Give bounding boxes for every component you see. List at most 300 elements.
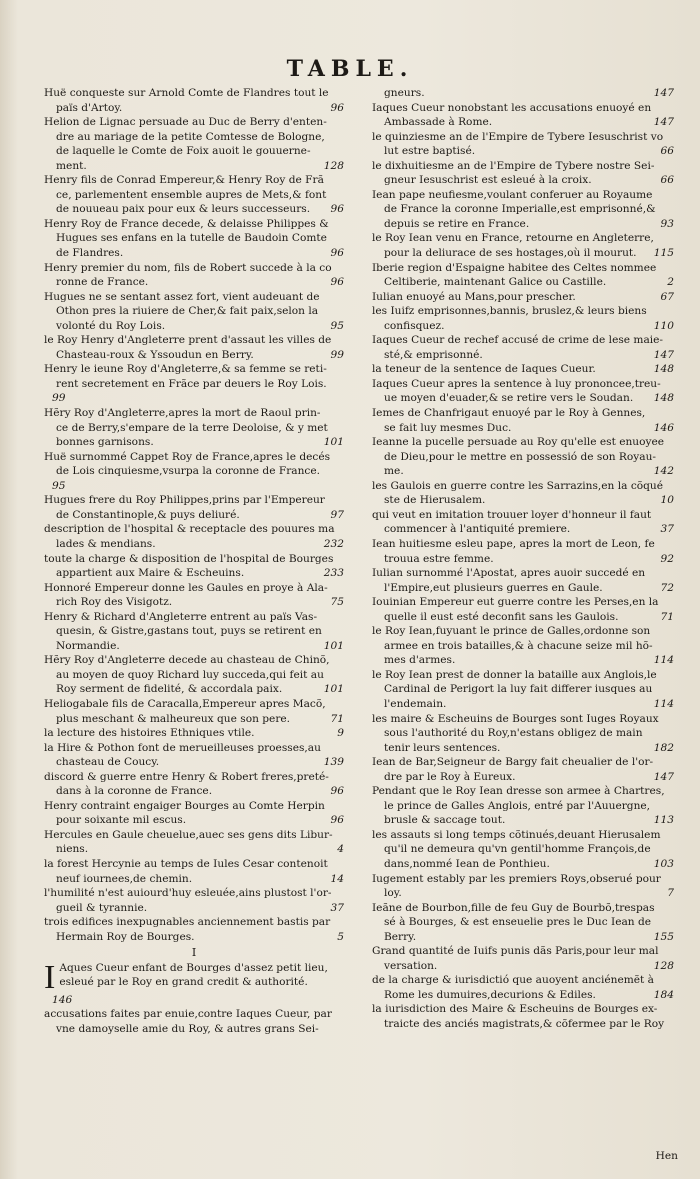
entry-text: de Flandres. [56, 247, 124, 260]
entry-text: mes d'armes. [384, 654, 456, 667]
entry-continuation-line [372, 842, 674, 857]
page-number: 92 [660, 552, 674, 565]
entry-continuation-line [372, 202, 674, 217]
entry-text: Berry. [384, 930, 417, 943]
entry-text: Iean de Bar,Seigneur de Bargy fait cheualier de l'or- [372, 756, 654, 769]
entry-text: pour la deliurace de ses hostages,où il mourut. [384, 247, 637, 260]
page-number: 148 [653, 363, 674, 376]
entry-text: Honnoré Empereur donne les Gaules en proye à Ala- [44, 581, 328, 594]
entry-text: neuf iournees,de chemin. [56, 872, 193, 885]
entry-first-line [372, 231, 674, 246]
entry-text: Henry & Richard d'Angleterre entrent au païs Vas- [44, 610, 318, 623]
entry-text: gneur Iesuschrist est esleué à la croix. [384, 174, 592, 187]
entry-continuation-line [372, 391, 674, 406]
index-entry [44, 915, 344, 944]
entry-text: les Iuifz emprisonnes,bannis, bruslez,& leurs biens [372, 305, 647, 318]
entry-continuation-line [372, 682, 674, 697]
entry-first-line [44, 261, 344, 276]
entry-first-line [372, 712, 674, 727]
page-number: 99 [52, 392, 66, 405]
page-number: 72 [660, 581, 674, 594]
entry-text: Iean pape neufiesme,voulant conferuer au Royaume [372, 188, 653, 201]
entry-text: Hermain Roy de Bourges. [56, 930, 195, 943]
index-entry [44, 217, 344, 261]
page-number: 66 [660, 145, 674, 158]
entry-first-line [44, 217, 344, 232]
entry-first-line [372, 479, 674, 494]
entry-continuation-line [44, 304, 344, 319]
entry-text: Pendant que le Roy Iean dresse son armee à Chartres, [372, 785, 665, 798]
entry-first-line [44, 799, 344, 814]
index-entry [44, 115, 344, 173]
page-number: 147 [653, 770, 674, 783]
entry-text: le Roy Iean prest de donner la bataille aux Anglois,le [372, 668, 657, 681]
entry-text: bonnes garnisons. [56, 436, 154, 449]
entry-text: l'Empire,eut plusieurs guerres en Gaule. [384, 581, 603, 594]
entry-continuation-line [372, 581, 674, 596]
index-entry [44, 857, 344, 886]
entry-text: de France la coronne Imperialle,est emprisonné,& [384, 203, 656, 216]
entry-continuation-line [44, 668, 344, 683]
index-entry [372, 304, 674, 333]
entry-text: Ieanne la pucelle persuade au Roy qu'elle est enuoyee [372, 436, 665, 449]
entry-continuation-line [372, 275, 674, 290]
entry-first-line [372, 755, 674, 770]
entry-text: dre par le Roy à Eureux. [384, 770, 516, 783]
entry-text: Iulian surnommé l'Apostat, apres auoir succedé en [372, 567, 646, 580]
entry-text: rich Roy des Visigotz. [56, 596, 173, 609]
page-number: 99 [330, 348, 344, 361]
entry-first-line [44, 290, 344, 305]
index-entry [372, 188, 674, 232]
entry-first-line [44, 915, 344, 930]
page-number: 182 [653, 741, 674, 754]
page-number: 101 [323, 639, 344, 652]
entry-first-line [372, 784, 674, 799]
entry-text: la forest Hercynie au temps de Iules Cesar contenoit [44, 857, 328, 870]
page-number: 14 [330, 872, 344, 885]
dropcap-letter: I [44, 958, 56, 996]
entry-text: description de l'hospital & receptacle des pouures ma [44, 523, 335, 536]
entry-first-line [372, 86, 674, 101]
entry-text: Hugues frere du Roy Philippes,prins par l'Empereur [44, 494, 325, 507]
index-entry [372, 479, 674, 508]
entry-first-line [372, 624, 674, 639]
entry-text: de la charge & iurisdictió que auoyent anciénemẽt à [372, 974, 654, 987]
entry-text: le Roy Iean,fuyuant le prince de Galles,ordonne son [372, 625, 651, 638]
index-entry [372, 101, 674, 130]
page-number: 93 [660, 217, 674, 230]
index-entry [372, 872, 674, 901]
page-number: 110 [653, 319, 674, 332]
page-title: TABLE. [286, 56, 414, 82]
page-number: 113 [653, 814, 674, 827]
index-entry [372, 712, 674, 756]
index-entry [44, 726, 344, 741]
entry-text: le Roy Henry d'Angleterre prent d'assaut les villes de [44, 334, 332, 347]
entry-first-line [372, 261, 674, 276]
entry-text: me. [384, 465, 404, 478]
entry-first-line [372, 828, 674, 843]
entry-text: dre au mariage de la petite Comtesse de Bologne, [56, 130, 325, 143]
entry-text: lut estre baptisé. [384, 145, 476, 158]
entry-text: Chasteau-roux & Yssoudun en Berry. [56, 348, 254, 361]
index-entry [44, 173, 344, 217]
entry-continuation-line [372, 857, 674, 872]
entry-text: appartient aux Maire & Escheuins. [56, 567, 245, 580]
entry-continuation-line [44, 319, 344, 334]
entry-continuation-line [372, 653, 674, 668]
entry-first-line [44, 333, 344, 348]
page-number: 37 [330, 901, 344, 914]
index-entry [372, 86, 674, 101]
index-entry [372, 1002, 674, 1031]
entry-text: Grand quantité de Iuifs punis dãs Paris,pour leur mal [372, 945, 659, 958]
page-number: 139 [323, 756, 344, 769]
entry-first-line [44, 886, 344, 901]
entry-text: Huë surnommé Cappet Roy de France,apres le decés [44, 450, 331, 463]
entry-text: Iulian enuoyé au Mans,pour prescher. [372, 290, 576, 303]
entry-text: armee en trois batailles,& à chacune seize mil hõ- [384, 639, 653, 652]
entry-text: Henry contraint engaiger Bourges au Comte Herpin [44, 799, 325, 812]
index-entry [372, 944, 674, 973]
entry-text: de Constantinople,& puys deliuré. [56, 508, 240, 521]
index-entry [44, 86, 344, 115]
entry-text: Ambassade à Rome. [384, 116, 493, 129]
entry-first-line [372, 944, 674, 959]
entry-first-line [372, 159, 674, 174]
page-number: 96 [330, 276, 344, 289]
page-number: 114 [653, 697, 674, 710]
index-entry [372, 566, 674, 595]
entry-text: Iugement estably par les premiers Roys,obserué pour [372, 872, 661, 885]
entry-continuation-line [372, 464, 674, 479]
entry-first-line [372, 872, 674, 887]
entry-text: toute la charge & disposition de l'hospital de Bourges [44, 552, 334, 565]
entry-continuation-line [44, 464, 344, 479]
index-entry [44, 581, 344, 610]
entry-text: le quinziesme an de l'Empire de Tybere Iesuschrist vo [372, 130, 664, 143]
entry-text: la teneur de la sentence de Iaques Cueur. [372, 363, 596, 376]
entry-text: sté,& emprisonné. [384, 348, 483, 361]
entry-text: Henry fils de Conrad Empereur,& Henry Roy de Frã [44, 174, 324, 187]
entry-first-line [372, 508, 674, 523]
entry-text: Iean huitiesme esleu pape, apres la mort de Leon, fe [372, 537, 655, 550]
page-number: 37 [660, 523, 674, 536]
entry-text: Iaques Cueur de rechef accusé de crime de lese maie- [372, 334, 664, 347]
entry-first-line [44, 115, 344, 130]
entry-continuation-line [372, 915, 674, 930]
entry-text: Roy serment de fidelité, & accordala paix. [56, 683, 283, 696]
index-entry [372, 595, 674, 624]
entry-first-line [44, 406, 344, 421]
index-entry [44, 450, 344, 494]
entry-text: Iaques Cueur apres la sentence à luy prononcee,treu- [372, 377, 661, 390]
index-entry [372, 624, 674, 668]
index-entry [372, 261, 674, 290]
index-entry [372, 435, 674, 479]
index-entry [372, 406, 674, 435]
index-entry [44, 522, 344, 551]
index-entry [44, 406, 344, 450]
entry-text: dans à la coronne de France. [56, 785, 213, 798]
entry-continuation-line [372, 639, 674, 654]
page-number: 101 [323, 683, 344, 696]
entry-text: Iouinian Empereur eut guerre contre les Perses,en la [372, 596, 659, 609]
entry-text: Iberie region d'Espaigne habitee des Celtes nommee [372, 261, 657, 274]
page-number: 96 [330, 203, 344, 216]
entry-first-line [372, 973, 674, 988]
entry-continuation-line [44, 101, 344, 116]
entry-text: les maire & Escheuins de Bourges sont Iuges Royaux [372, 712, 659, 725]
entry-first-line [44, 581, 344, 596]
entry-text: les assauts si long temps cõtinués,deuant Hierusalem [372, 828, 661, 841]
page-number: 66 [660, 174, 674, 187]
entry-first-line [372, 290, 674, 305]
index-entry [372, 290, 674, 305]
index-entry [372, 130, 674, 159]
index-entry [44, 362, 344, 406]
entry-first-line [44, 522, 344, 537]
page-number: 96 [330, 785, 344, 798]
page-number: 95 [330, 319, 344, 332]
entry-first-line [372, 595, 674, 610]
index-entry [44, 741, 344, 770]
entry-text: de laquelle le Comte de Foix auoit le gouuerne- [56, 145, 311, 158]
index-entry [372, 755, 674, 784]
index-entry [44, 290, 344, 334]
entry-continuation-line [44, 784, 344, 799]
entry-continuation-line [44, 1022, 344, 1037]
index-entry [44, 828, 344, 857]
entry-text: se fait luy mesmes Duc. [384, 421, 512, 434]
entry-continuation-line [372, 173, 674, 188]
page-number: 103 [653, 857, 674, 870]
entry-text: traicte des anciés magistrats,& cõfermee par le Roy [384, 1018, 665, 1030]
entry-continuation-line [44, 930, 344, 945]
entry-continuation-line [44, 246, 344, 261]
entry-continuation-line [44, 421, 344, 436]
index-entry [44, 799, 344, 828]
entry-text: Cardinal de Perigort la luy fait differer iusques au [384, 683, 653, 696]
entry-text: confisquez. [384, 319, 445, 332]
entry-text: volonté du Roy Lois. [56, 319, 166, 332]
entry-text: versation. [384, 959, 438, 972]
index-entry [44, 261, 344, 290]
index-entry [44, 697, 344, 726]
index-entry [44, 886, 344, 915]
page-number: 147 [653, 87, 674, 99]
entry-continuation-line [372, 421, 674, 436]
entry-text: ue moyen d'euader,& se retire vers le Soudan. [384, 392, 634, 405]
entry-first-line [372, 101, 674, 116]
page-number: 4 [337, 843, 344, 856]
page-number: 146 [653, 421, 674, 434]
entry-text: Henry Roy de France decede, & delaisse Philippes & [44, 217, 329, 230]
entry-text: Helion de Lignac persuade au Duc de Berry d'enten- [44, 116, 327, 129]
index-entry [372, 537, 674, 566]
entry-continuation-line [44, 872, 344, 887]
entry-text: Hugues ses enfans en la tutelle de Baudoin Comte [56, 232, 327, 245]
page-number: 115 [653, 247, 674, 260]
entry-text: la Hire & Pothon font de merueilleuses proesses,au [44, 741, 321, 754]
entry-text: ce de Berry,s'empare de la terre Deoloise, & y met [56, 421, 328, 434]
entry-text: discord & guerre entre Henry & Robert freres,preté- [44, 770, 329, 783]
entry-continuation-line [372, 988, 674, 1003]
entry-text: chasteau de Coucy. [56, 756, 160, 769]
entry-text: tenir leurs sentences. [384, 741, 501, 754]
right-column [372, 86, 674, 1032]
entry-text: Henry le ieune Roy d'Angleterre,& sa femme se reti- [44, 363, 327, 376]
entry-first-line [372, 333, 674, 348]
entry-continuation-line [44, 712, 344, 727]
entry-first-line [44, 450, 344, 465]
page-number: 7 [667, 887, 674, 900]
entry-continuation-line [372, 144, 674, 159]
entry-first-line [44, 741, 344, 756]
index-entry [372, 901, 674, 945]
entry-first-line [44, 493, 344, 508]
entry-continuation-line [372, 726, 674, 741]
entry-text: Hẽry Roy d'Angleterre,apres la mort de Raoul prin- [44, 407, 321, 420]
entry-text: Hẽry Roy d'Angleterre decede au chasteau de Chinõ, [44, 654, 330, 667]
entry-continuation-line [372, 217, 674, 232]
entry-continuation-line [372, 770, 674, 785]
entry-continuation-line [372, 450, 674, 465]
page-number: 95 [52, 479, 66, 492]
entry-text: plus meschant & malheureux que son pere. [56, 712, 291, 725]
entry-text: pour soixante mil escus. [56, 814, 187, 827]
index-entry [372, 231, 674, 260]
entry-text: lades & mendians. [56, 537, 156, 550]
entry-text: sous l'authorité du Roy,n'estans obligez de main [384, 727, 643, 740]
entry-text: brusle & saccage tout. [384, 814, 506, 827]
page-number: 233 [323, 567, 344, 580]
entry-continuation-line [372, 959, 674, 974]
entry-continuation-line [44, 435, 344, 450]
entry-first-line [44, 1007, 344, 1022]
entry-continuation-line [372, 813, 674, 828]
entry-text: Normandie. [56, 639, 120, 652]
entry-continuation-line [44, 624, 344, 639]
page-number: 128 [323, 159, 344, 172]
entry-continuation-line [372, 348, 674, 363]
page-number: 96 [330, 247, 344, 260]
entry-text: loy. [384, 887, 402, 900]
entry-text: les Gaulois en guerre contre les Sarrazins,en la cõqué [372, 479, 664, 492]
entry-first-line: Aques Cueur enfant de Bourges d'assez petit lieu, [59, 961, 328, 974]
entry-continuation-line [44, 595, 344, 610]
index-entry [44, 653, 344, 697]
page-number: 128 [653, 959, 674, 972]
index-entry [44, 770, 344, 799]
page-number: 67 [660, 290, 674, 303]
entry-text: la lecture des histoires Ethniques vtile. [44, 727, 255, 740]
entry-first-line [372, 435, 674, 450]
index-entry [44, 552, 344, 581]
entry-continuation-line [372, 319, 674, 334]
entry-continuation-line [44, 755, 344, 770]
entry-text: le dixhuitiesme an de l'Empire de Tybere nostre Sei- [372, 159, 655, 172]
entry-continuation-line [44, 275, 344, 290]
page-number: 75 [330, 596, 344, 609]
entry-text: commencer à l'antiquité premiere. [384, 523, 571, 536]
entry-continuation-line [44, 566, 344, 581]
entry-continuation-line [372, 246, 674, 261]
page-number: 184 [653, 988, 674, 1001]
index-entry [44, 610, 344, 654]
entry-text: ce, parlementent ensemble aupres de Mets,& font [56, 188, 327, 201]
entry-text: au moyen de quoy Richard luy succeda,qui feit au [56, 668, 324, 681]
entry-text: ste de Hierusalem. [384, 494, 486, 507]
entry-text: qu'il ne demeura qu'vn gentil'homme François,de [384, 843, 651, 856]
entry-first-line [372, 362, 674, 377]
entry-text: depuis se retire en France. [384, 217, 530, 230]
entry-continuation-line [44, 144, 344, 159]
entry-text: ronne de France. [56, 276, 149, 289]
entry-text: païs d'Artoy. [56, 101, 123, 114]
entry-continuation-line [44, 202, 344, 217]
page-number: 148 [653, 392, 674, 405]
index-entry [372, 973, 674, 1002]
entry-text: quesin, & Gistre,gastans tout, puys se retirent en [56, 625, 322, 638]
entry-continuation-line: esleué par le Roy en grand credit & authorité. [59, 976, 308, 989]
entry-text: trois edifices inexpugnables anciennement bastis par [44, 916, 331, 929]
entry-text: Hugues ne se sentant assez fort, vient audeuant de [44, 290, 320, 303]
index-entry [372, 828, 674, 872]
entry-text: l'endemain. [384, 697, 447, 710]
entry-continuation-line [44, 537, 344, 552]
page-number: 2 [667, 276, 674, 289]
entry-text: Heliogabale fils de Caracalla,Empereur apres Macõ, [44, 697, 326, 710]
entry-first-line [44, 857, 344, 872]
page-number: 96 [330, 814, 344, 827]
entry-text: ment. [56, 159, 87, 172]
page-number: 232 [323, 537, 344, 550]
entry-first-line [44, 610, 344, 625]
entry-continuation-line [372, 115, 674, 130]
entry-continuation-line [372, 552, 674, 567]
entry-continuation-line [44, 348, 344, 363]
entry-first-line [372, 130, 674, 145]
entry-text: niens. [56, 843, 89, 856]
entry-continuation-line [44, 377, 344, 392]
entry-text: Iaques Cueur nonobstant les accusations enuoyé en [372, 101, 652, 114]
index-entry [372, 668, 674, 712]
page-number: 101 [323, 436, 344, 449]
page-number: 142 [653, 465, 674, 478]
entry-text: le prince de Galles Anglois, entré par l'Auuergne, [384, 799, 651, 812]
entry-continuation-line [44, 639, 344, 654]
entry-first-line [44, 86, 344, 101]
entry-text: le Roy Iean venu en France, retourne en Angleterre, [372, 232, 654, 245]
entry-first-line [44, 173, 344, 188]
page-number: 147 [653, 348, 674, 361]
entry-first-line [372, 901, 674, 916]
entry-text: quelle il eust esté deconfit sans les Gaulois. [384, 610, 619, 623]
entry-continuation-line [372, 610, 674, 625]
page-number: 71 [660, 610, 674, 623]
section-letter: I [191, 946, 197, 960]
entry-continuation-line [44, 231, 344, 246]
page-number: 9 [337, 727, 344, 740]
index-entry [44, 493, 344, 522]
entry-text: gneurs. [384, 87, 425, 99]
index-entry [44, 333, 344, 362]
page-number: 155 [653, 930, 674, 943]
entry-text: de Lois cinquiesme,vsurpa la coronne de France. [56, 465, 320, 478]
entry-continuation-line [44, 188, 344, 203]
